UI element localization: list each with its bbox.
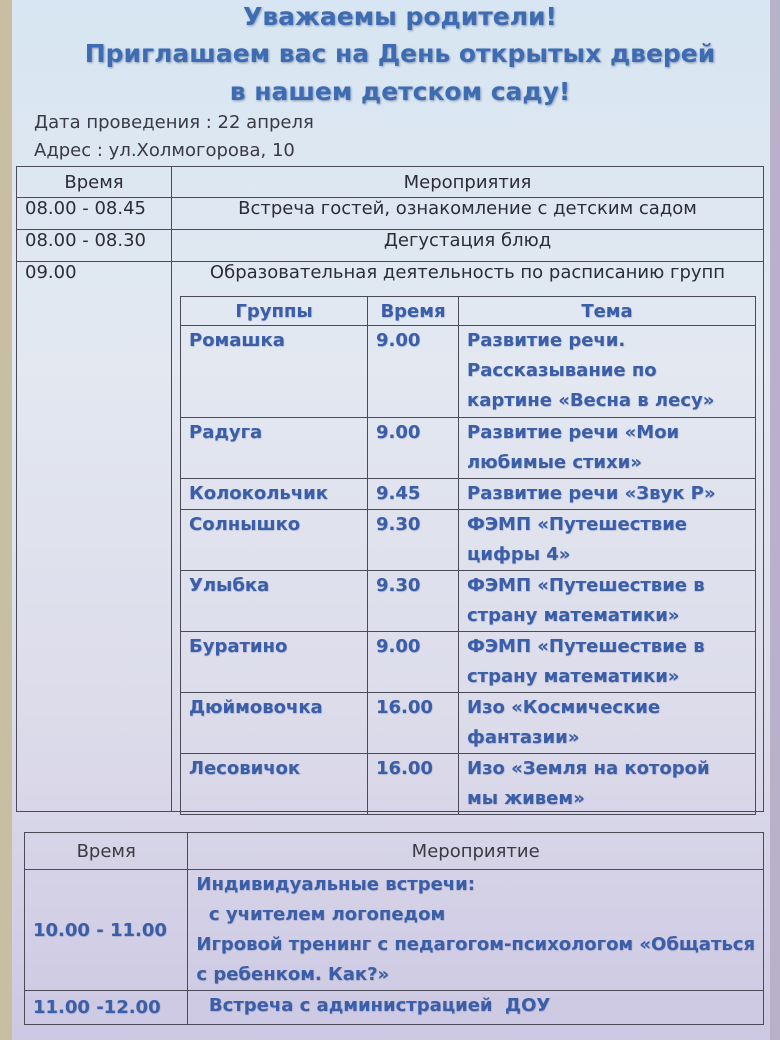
- groups-header-time: Время: [368, 297, 459, 326]
- table-row: [181, 571, 756, 632]
- schedule-header-time: Время: [17, 167, 172, 198]
- group-topic: [459, 326, 756, 418]
- topic-line: ФЭМП «Путешествие: [467, 514, 688, 535]
- table-row: [181, 418, 756, 479]
- topic-line: Развитие речи.: [467, 330, 626, 351]
- group-time: 9.45: [368, 479, 459, 510]
- paper-left-edge: [0, 0, 12, 1040]
- event-line: Встреча с администрацией ДОУ: [196, 995, 551, 1016]
- group-time: 9.00: [368, 632, 459, 693]
- event-line: с учителем логопедом: [196, 904, 446, 925]
- second-header-row: [25, 833, 764, 870]
- paper-right-edge: [770, 0, 780, 1040]
- schedule-time: 09.00: [17, 262, 172, 812]
- table-row: [17, 230, 764, 262]
- group-name: Лесовичок: [181, 754, 368, 815]
- heading-line-1: Уважаемы родители!: [243, 2, 557, 31]
- second-event: [188, 870, 764, 991]
- group-name: Радуга: [181, 418, 368, 479]
- group-name: Ромашка: [181, 326, 368, 418]
- schedule-event: Образовательная деятельность по расписанию групп: [172, 262, 764, 812]
- second-schedule-table: [24, 832, 764, 1025]
- topic-line: страну математики»: [467, 666, 680, 687]
- topic-line: мы живем»: [467, 788, 585, 809]
- topic-line: цифры 4»: [467, 544, 571, 565]
- second-header-event: Мероприятие: [188, 833, 764, 870]
- table-row: [25, 991, 764, 1025]
- table-row: [181, 479, 756, 510]
- schedule-event: Встреча гостей, ознакомление с детским садом: [172, 198, 764, 230]
- table-row: [17, 198, 764, 230]
- second-time: 10.00 - 11.00: [25, 870, 188, 991]
- topic-line: ФЭМП «Путешествие в: [467, 575, 705, 596]
- group-time: 16.00: [368, 754, 459, 815]
- group-name: Буратино: [181, 632, 368, 693]
- second-event: [188, 991, 764, 1025]
- group-topic: [459, 418, 756, 479]
- event-date: Дата проведения : 22 апреля: [34, 112, 314, 133]
- topic-line: картине «Весна в лесу»: [467, 390, 715, 411]
- event-address: Адрес : ул.Холмогорова, 10: [34, 140, 295, 161]
- group-name: Улыбка: [181, 571, 368, 632]
- group-time: 9.30: [368, 571, 459, 632]
- schedule-time: 08.00 - 08.45: [17, 198, 172, 230]
- table-row: [181, 693, 756, 754]
- group-name: Дюймовочка: [181, 693, 368, 754]
- group-time: 9.00: [368, 326, 459, 418]
- table-row: [25, 870, 764, 991]
- group-topic: [459, 510, 756, 571]
- table-row: [181, 326, 756, 418]
- schedule-event: Дегустация блюд: [172, 230, 764, 262]
- group-topic: [459, 754, 756, 815]
- group-topic: [459, 632, 756, 693]
- table-row: [181, 754, 756, 815]
- groups-table: [180, 296, 756, 815]
- topic-line: страну математики»: [467, 605, 680, 626]
- heading-line-3: в нашем детском саду!: [229, 77, 571, 106]
- group-time: 9.30: [368, 510, 459, 571]
- event-line: Игровой тренинг с педагогом-психологом «Общаться: [196, 934, 755, 955]
- table-row: [181, 510, 756, 571]
- second-header-time: Время: [25, 833, 188, 870]
- schedule-time: 08.00 - 08.30: [17, 230, 172, 262]
- topic-line: любимые стихи»: [467, 452, 642, 473]
- group-time: 9.00: [368, 418, 459, 479]
- topic-line: ФЭМП «Путешествие в: [467, 636, 705, 657]
- group-name: Колокольчик: [181, 479, 368, 510]
- topic-line: Изо «Космические: [467, 697, 661, 718]
- group-topic: [459, 479, 756, 510]
- group-name: Солнышко: [181, 510, 368, 571]
- second-time: 11.00 -12.00: [25, 991, 188, 1025]
- group-time: 16.00: [368, 693, 459, 754]
- group-topic: [459, 571, 756, 632]
- schedule-header-row: [17, 167, 764, 198]
- schedule-header-events: Мероприятия: [172, 167, 764, 198]
- topic-line: фантазии»: [467, 727, 580, 748]
- heading-line-2: Приглашаем вас на День открытых дверей: [84, 39, 716, 68]
- topic-line: Изо «Земля на которой: [467, 758, 710, 779]
- group-topic: [459, 693, 756, 754]
- topic-line: Развитие речи «Мои: [467, 422, 680, 443]
- groups-header-topic: Тема: [459, 297, 756, 326]
- topic-line: Рассказывание по: [467, 360, 657, 381]
- groups-header-group: Группы: [181, 297, 368, 326]
- event-line: с ребенком. Как?»: [196, 964, 390, 985]
- groups-header-row: [181, 297, 756, 326]
- table-row: [181, 632, 756, 693]
- topic-line: Развитие речи «Звук Р»: [467, 483, 716, 504]
- event-line: Индивидуальные встречи:: [196, 874, 475, 895]
